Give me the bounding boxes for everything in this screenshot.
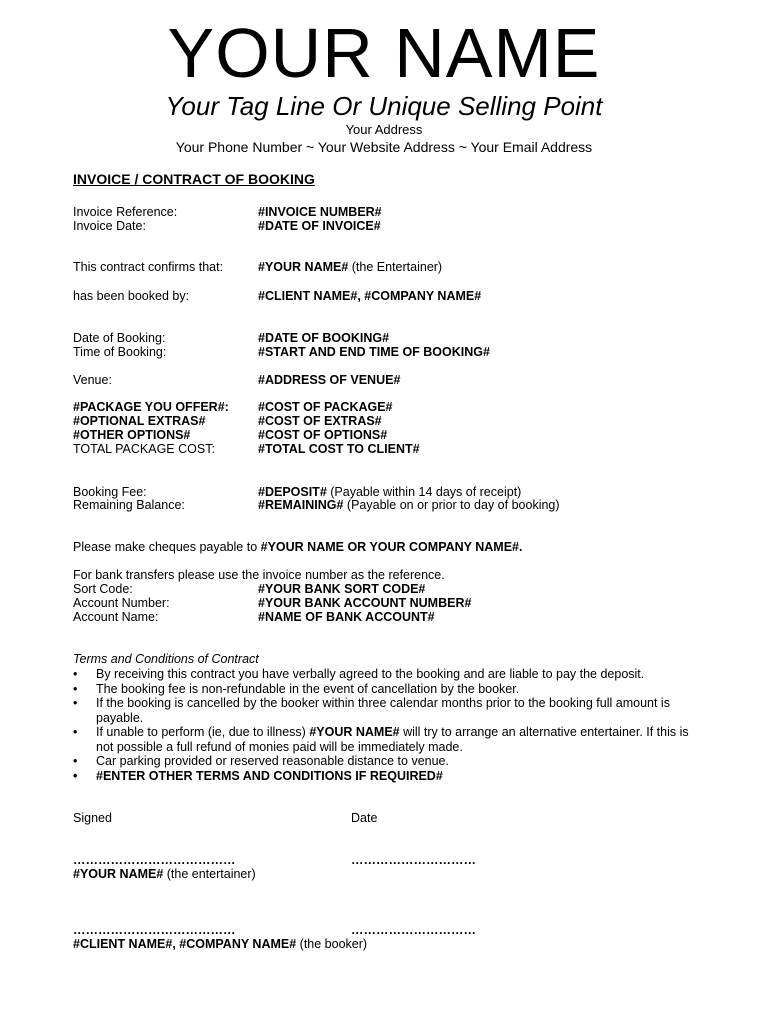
list-item [73, 725, 703, 754]
package-value: #COST OF PACKAGE# [258, 400, 393, 414]
term-text: The booking fee is non-refundable in the event of cancellation by the booker. [96, 681, 520, 696]
account-number-label: Account Number: [73, 596, 170, 610]
cheques-prefix: Please make cheques payable to [73, 540, 261, 554]
term-text: If the booking is cancelled by the booker within three calendar months prior to the booking full amount is payable. [96, 696, 670, 725]
booking-fee-value: #DEPOSIT# [258, 485, 327, 499]
confirms-suffix: (the Entertainer) [348, 260, 443, 274]
header-tagline: Your Tag Line Or Unique Selling Point [165, 91, 603, 121]
client-signature-line: ………………………………… [73, 923, 236, 937]
options-value: #COST OF OPTIONS# [258, 428, 388, 442]
remaining-balance-suffix: (Payable on or prior to day of booking) [343, 498, 560, 512]
date-of-booking-label: Date of Booking: [73, 331, 166, 345]
time-of-booking-label: Time of Booking: [73, 345, 167, 359]
sort-code-label: Sort Code: [73, 582, 133, 596]
bullet-icon: • [73, 725, 78, 739]
term-text: If unable to perform (ie, due to illness) [96, 725, 310, 739]
remaining-balance-value: #REMAINING# [258, 498, 344, 512]
list-item [73, 667, 703, 682]
list-item [73, 754, 703, 769]
confirms-value-line [258, 260, 442, 274]
bullet-icon: • [73, 754, 78, 768]
booked-by-label: has been booked by: [73, 289, 190, 303]
total-value: #TOTAL COST TO CLIENT# [258, 442, 420, 456]
time-of-booking-value: #START AND END TIME OF BOOKING# [258, 345, 490, 359]
booking-fee-line [258, 485, 521, 499]
document-heading: INVOICE / CONTRACT OF BOOKING [73, 171, 315, 187]
term-text-rest: will try to arrange an alternative entertainer. If this is not possible a full refund of monies paid will be immediately made. [96, 725, 689, 754]
confirms-label: This contract confirms that: [73, 260, 224, 274]
invoice-reference-label: Invoice Reference: [73, 205, 178, 219]
bank-note: For bank transfers please use the invoice number as the reference. [73, 568, 445, 582]
header-name: YOUR NAME [167, 14, 601, 92]
client-date-line: ………………………… [351, 923, 476, 937]
header-contact: Your Phone Number ~ Your Website Address ~ Your Email Address [175, 139, 593, 155]
invoice-date-label: Invoice Date: [73, 219, 146, 233]
account-number-value: #YOUR BANK ACCOUNT NUMBER# [258, 596, 472, 610]
venue-value: #ADDRESS OF VENUE# [258, 373, 401, 387]
account-name-label: Account Name: [73, 610, 159, 624]
entertainer-name: #YOUR NAME# [73, 867, 164, 881]
options-label: #OTHER OPTIONS# [73, 428, 191, 442]
bullet-icon: • [73, 768, 78, 783]
date-of-booking-value: #DATE OF BOOKING# [258, 331, 390, 345]
entertainer-date-line: ………………………… [351, 853, 476, 867]
list-item [73, 696, 703, 725]
booked-by-value: #CLIENT NAME#, #COMPANY NAME# [258, 289, 482, 303]
client-signature-name [73, 937, 367, 951]
remaining-balance-line [258, 498, 560, 512]
package-label: #PACKAGE YOU OFFER#: [73, 400, 229, 414]
invoice-reference-value: #INVOICE NUMBER# [258, 205, 382, 219]
term-text: Car parking provided or reserved reasonable distance to venue. [96, 754, 449, 768]
entertainer-suffix: (the entertainer) [163, 867, 256, 881]
bullet-icon: • [73, 696, 78, 710]
invoice-date-value: #DATE OF INVOICE# [258, 219, 381, 233]
term-bold-name: #YOUR NAME# [309, 725, 400, 739]
account-name-value: #NAME OF BANK ACCOUNT# [258, 610, 435, 624]
venue-label: Venue: [73, 373, 112, 387]
total-label: TOTAL PACKAGE COST: [73, 442, 215, 456]
entertainer-signature-name [73, 867, 256, 881]
sort-code-value: #YOUR BANK SORT CODE# [258, 582, 426, 596]
bullet-icon: • [73, 681, 78, 696]
terms-title: Terms and Conditions of Contract [73, 652, 259, 666]
cheques-value: #YOUR NAME OR YOUR COMPANY NAME#. [260, 540, 523, 554]
header-address: Your Address [345, 122, 423, 137]
list-item [73, 682, 703, 697]
extras-value: #COST OF EXTRAS# [258, 414, 382, 428]
bullet-icon: • [73, 667, 78, 681]
remaining-balance-label: Remaining Balance: [73, 498, 185, 512]
entertainer-signature-line: ………………………………… [73, 853, 236, 867]
term-text: By receiving this contract you have verbally agreed to the booking and are liable to pay the deposit. [96, 667, 645, 681]
booking-fee-suffix: (Payable within 14 days of receipt) [326, 485, 522, 499]
client-name: #CLIENT NAME#, #COMPANY NAME# [73, 937, 297, 951]
signed-label: Signed [73, 811, 112, 825]
list-item [73, 769, 703, 784]
terms-list [73, 667, 703, 783]
extras-label: #OPTIONAL EXTRAS# [73, 414, 206, 428]
date-label: Date [351, 811, 378, 825]
booking-fee-label: Booking Fee: [73, 485, 147, 499]
client-suffix: (the booker) [296, 937, 368, 951]
term-text: #ENTER OTHER TERMS AND CONDITIONS IF REQUIRED# [96, 768, 443, 783]
cheques-line [73, 540, 522, 554]
confirms-value: #YOUR NAME# [258, 260, 349, 274]
